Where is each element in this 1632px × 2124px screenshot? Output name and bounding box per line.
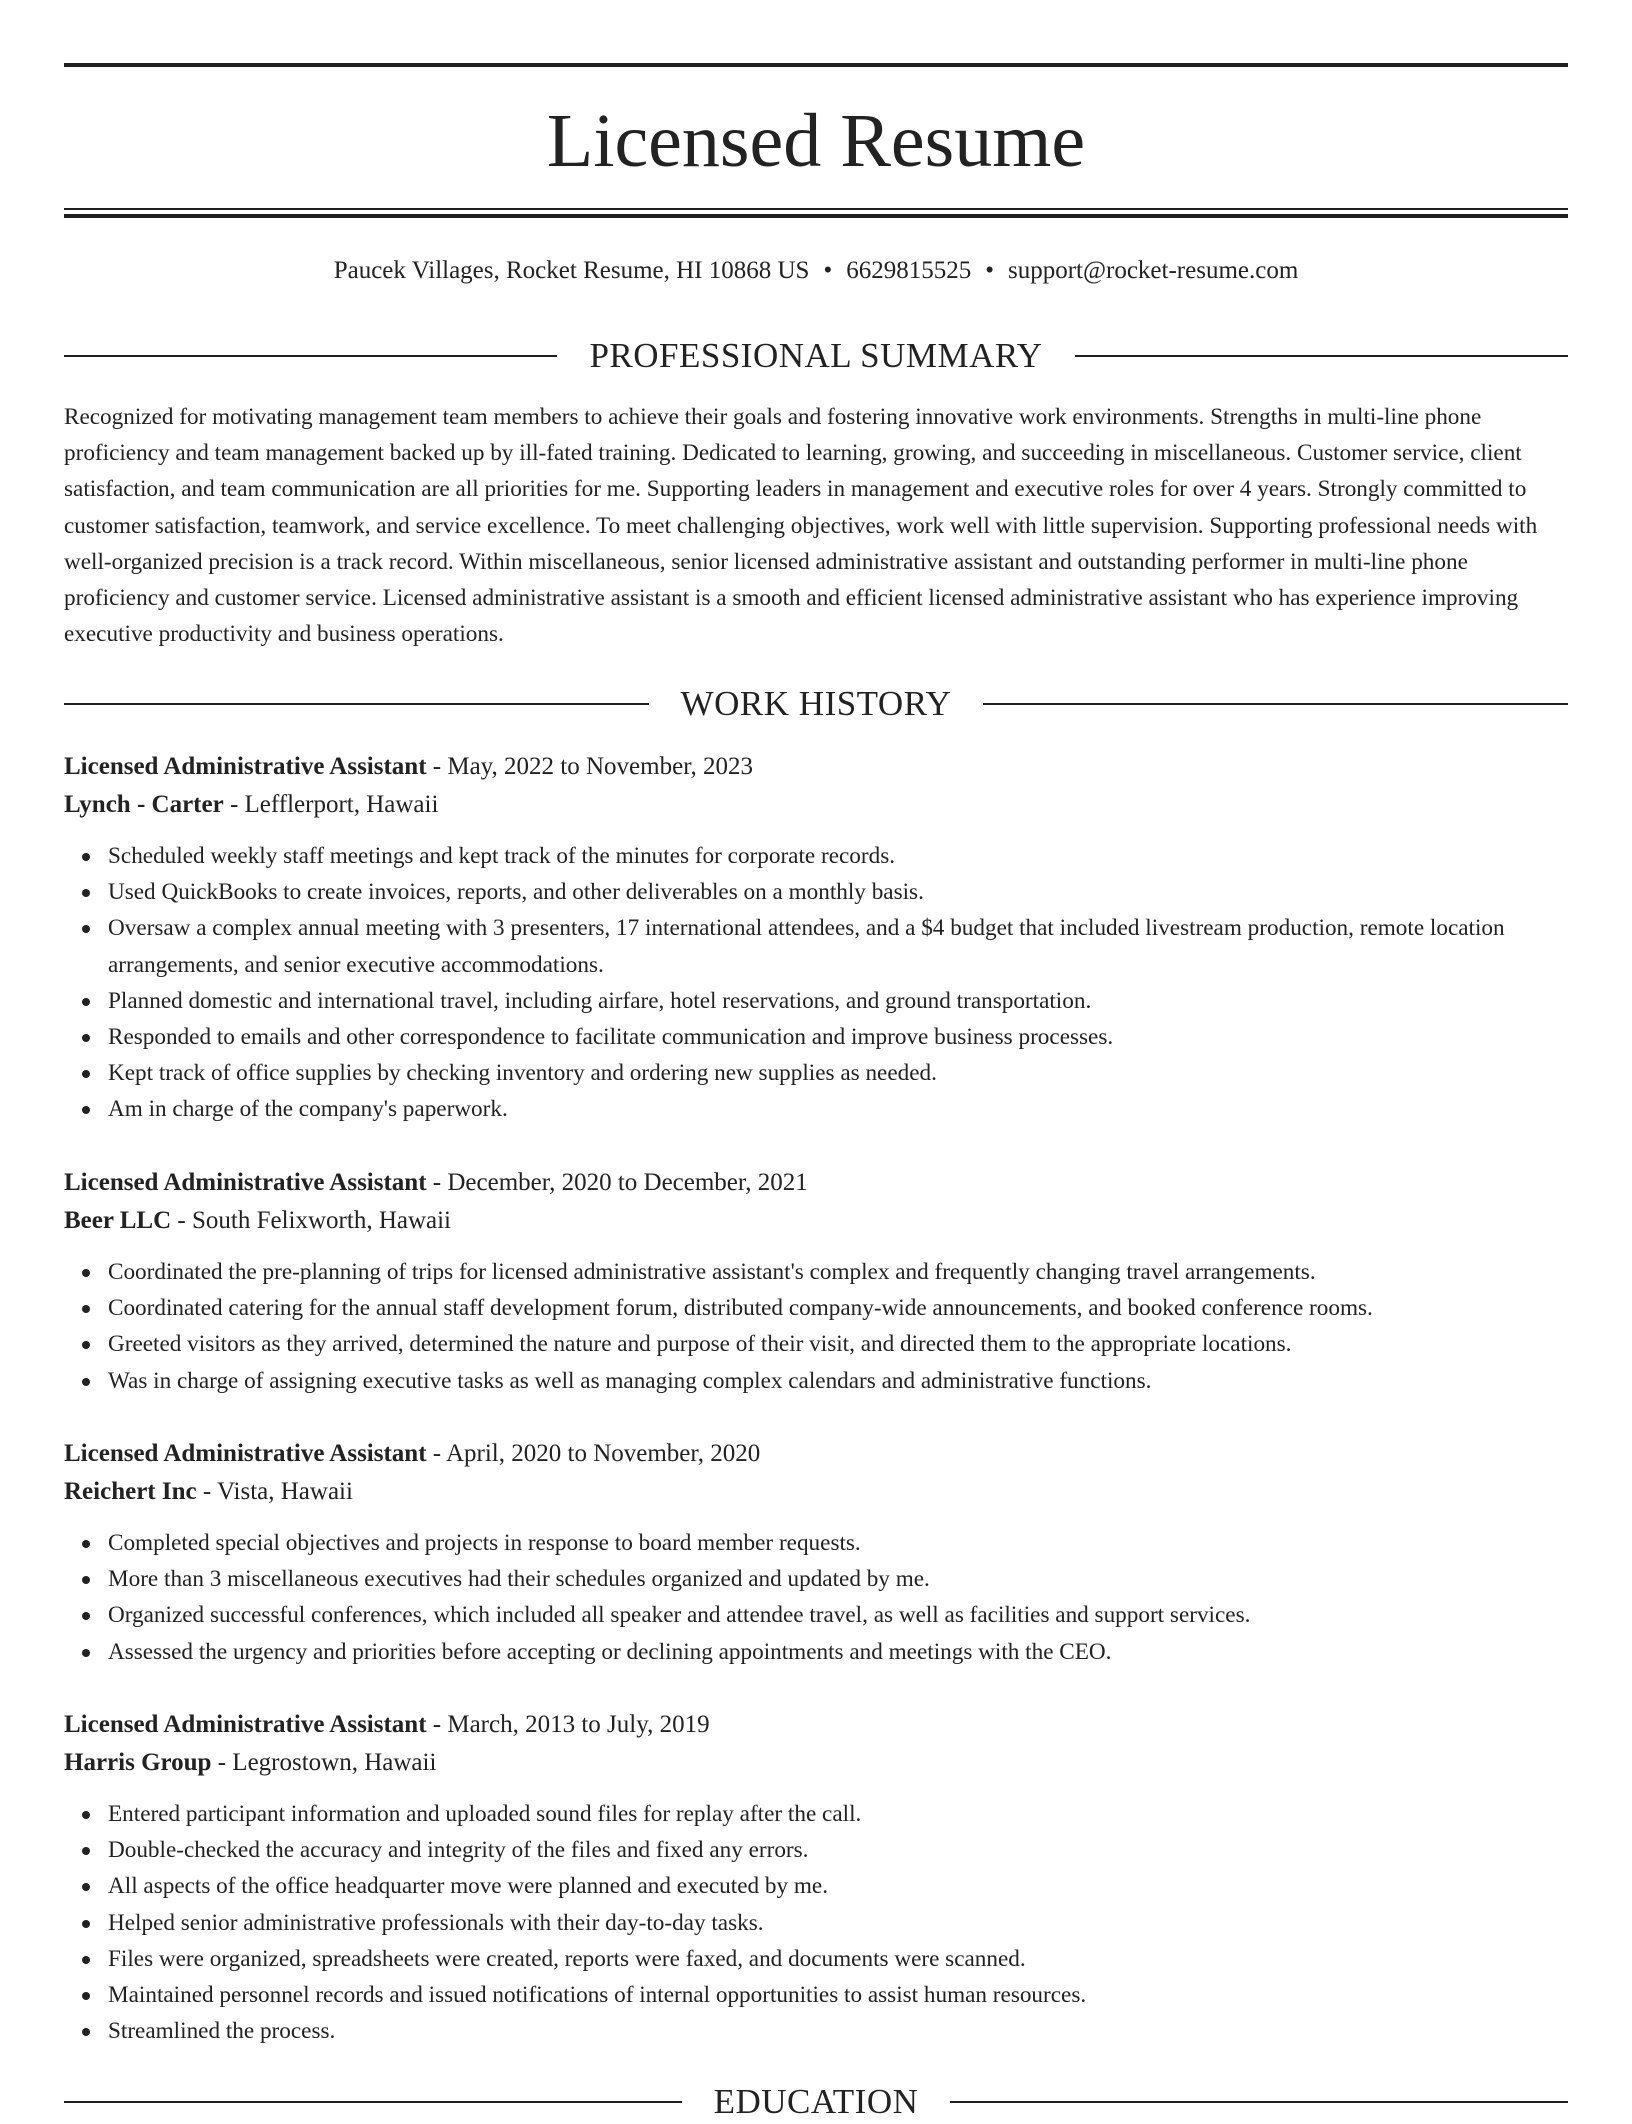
work-heading: WORK HISTORY xyxy=(680,684,952,723)
job-bullet: Organized successful conferences, which included all speaker and attendee travel, as well as facilities and support services. xyxy=(108,1597,1568,1633)
job-title-line xyxy=(64,1435,1568,1473)
job-company-line xyxy=(64,1473,1568,1511)
job-bullet: Responded to emails and other correspondence to facilitate communication and improve business processes. xyxy=(108,1019,1568,1055)
job-bullet: Entered participant information and uploaded sound files for replay after the call. xyxy=(108,1796,1568,1832)
work-section-header xyxy=(64,682,1568,726)
job-company: Reichert Inc xyxy=(64,1478,197,1505)
contact-line xyxy=(64,254,1568,288)
section-rule-right xyxy=(983,703,1568,705)
summary-text: Recognized for motivating management team members to achieve their goals and fostering innovative work environments. Strengths in multi-line phone proficiency and team management backed up by ill-fated training. Dedicated to learning, growing, and succeeding in miscellaneous. Customer service, client satisfaction, and team communication are all priorities for me. Supporting leaders in management and executive roles for over 4 years. Strongly committed to customer satisfaction, teamwork, and service excellence. To meet challenging objectives, work well with little supervision. Supporting professional needs with well-organized precision is a track record. Within miscellaneous, senior licensed administrative assistant and outstanding performer in multi-line phone proficiency and customer service. Licensed administrative assistant is a smooth and efficient licensed administrative assistant who has experience improving executive productivity and business operations. xyxy=(64,404,1538,648)
contact-address: Paucek Villages, Rocket Resume, HI 10868 US xyxy=(333,257,810,284)
job-title-line xyxy=(64,1164,1568,1202)
job-bullet-list xyxy=(64,1796,1568,2049)
job-bullet-list xyxy=(64,838,1568,1128)
job-dates: - May, 2022 to November, 2023 xyxy=(432,753,754,780)
job-title: Licensed Administrative Assistant xyxy=(64,1169,427,1196)
job-bullet-list xyxy=(64,1254,1568,1399)
job-bullet: Oversaw a complex annual meeting with 3 presenters, 17 international attendees, and a $4 budget that included livestream production, remote location arrangements, and senior executive accommodations. xyxy=(108,910,1568,982)
job-company-line xyxy=(64,1744,1568,1782)
job-bullet: All aspects of the office headquarter move were planned and executed by me. xyxy=(108,1868,1568,1904)
job-bullet: Used QuickBooks to create invoices, reports, and other deliverables on a monthly basis. xyxy=(108,874,1568,910)
job-dates: - April, 2020 to November, 2020 xyxy=(432,1440,761,1467)
contact-phone[interactable]: 6629815525 xyxy=(846,257,972,284)
header-rule-upper xyxy=(64,208,1568,210)
job-bullet: Planned domestic and international travel, including airfare, hotel reservations, and ground transportation. xyxy=(108,983,1568,1019)
contact-separator: • xyxy=(985,257,994,284)
section-rule-left xyxy=(64,2101,682,2103)
resume-name: Licensed Resume xyxy=(546,99,1086,183)
education-heading: EDUCATION xyxy=(713,2082,919,2121)
job-company-line xyxy=(64,1202,1568,1240)
job-bullet: Helped senior administrative professionals with their day-to-day tasks. xyxy=(108,1905,1568,1941)
summary-section-header xyxy=(64,334,1568,378)
job-location: - Vista, Hawaii xyxy=(202,1478,353,1505)
job-bullet: Coordinated catering for the annual staff development forum, distributed company-wide announcements, and booked conference rooms. xyxy=(108,1290,1568,1326)
job-bullet: Streamlined the process. xyxy=(108,2013,1568,2049)
job-bullet: Completed special objectives and projects in response to board member requests. xyxy=(108,1525,1568,1561)
job-company: Harris Group xyxy=(64,1749,212,1776)
job-title-line xyxy=(64,748,1568,786)
job-dates: - March, 2013 to July, 2019 xyxy=(432,1711,710,1738)
job-location: - South Felixworth, Hawaii xyxy=(177,1207,452,1234)
section-rule-left xyxy=(64,355,557,357)
job-company: Lynch - Carter xyxy=(64,791,224,818)
job-location: - Lefflerport, Hawaii xyxy=(229,791,439,818)
job-entry xyxy=(64,1706,1568,2049)
job-bullet: Greeted visitors as they arrived, determined the nature and purpose of their visit, and directed them to the appropriate locations. xyxy=(108,1326,1568,1362)
summary-heading: PROFESSIONAL SUMMARY xyxy=(589,336,1043,375)
job-entry xyxy=(64,748,1568,1128)
section-rule-left xyxy=(64,703,649,705)
job-bullet: Coordinated the pre-planning of trips for licensed administrative assistant's complex and frequently changing travel arrangements. xyxy=(108,1254,1568,1290)
job-bullet: Assessed the urgency and priorities before accepting or declining appointments and meetings with the CEO. xyxy=(108,1634,1568,1670)
job-bullet: More than 3 miscellaneous executives had their schedules organized and updated by me. xyxy=(108,1561,1568,1597)
header-rule-lower xyxy=(64,214,1568,218)
job-bullet: Double-checked the accuracy and integrity of the files and fixed any errors. xyxy=(108,1832,1568,1868)
job-entry xyxy=(64,1435,1568,1670)
job-location: - Legrostown, Hawaii xyxy=(217,1749,437,1776)
section-rule-right xyxy=(1075,355,1568,357)
job-bullet: Am in charge of the company's paperwork. xyxy=(108,1091,1568,1127)
job-title: Licensed Administrative Assistant xyxy=(64,1711,427,1738)
contact-separator: • xyxy=(823,257,833,284)
job-bullet-list xyxy=(64,1525,1568,1670)
section-rule-right xyxy=(950,2101,1568,2103)
job-bullet: Scheduled weekly staff meetings and kept track of the minutes for corporate records. xyxy=(108,838,1568,874)
job-bullet: Maintained personnel records and issued notifications of internal opportunities to assist human resources. xyxy=(108,1977,1568,2013)
job-bullet: Kept track of office supplies by checking inventory and ordering new supplies as needed. xyxy=(108,1055,1568,1091)
job-title: Licensed Administrative Assistant xyxy=(64,1440,427,1467)
job-company: Beer LLC xyxy=(64,1207,172,1234)
job-dates: - December, 2020 to December, 2021 xyxy=(432,1169,808,1196)
job-company-line xyxy=(64,786,1568,824)
job-bullet: Files were organized, spreadsheets were created, reports were faxed, and documents were scanned. xyxy=(108,1941,1568,1977)
header-top-rule xyxy=(64,63,1568,67)
job-title: Licensed Administrative Assistant xyxy=(64,753,427,780)
education-section-header xyxy=(64,2080,1568,2124)
job-bullet: Was in charge of assigning executive tasks as well as managing complex calendars and administrative functions. xyxy=(108,1363,1568,1399)
contact-email[interactable]: support@rocket-resume.com xyxy=(1007,257,1299,284)
job-title-line xyxy=(64,1706,1568,1744)
job-entry xyxy=(64,1164,1568,1399)
